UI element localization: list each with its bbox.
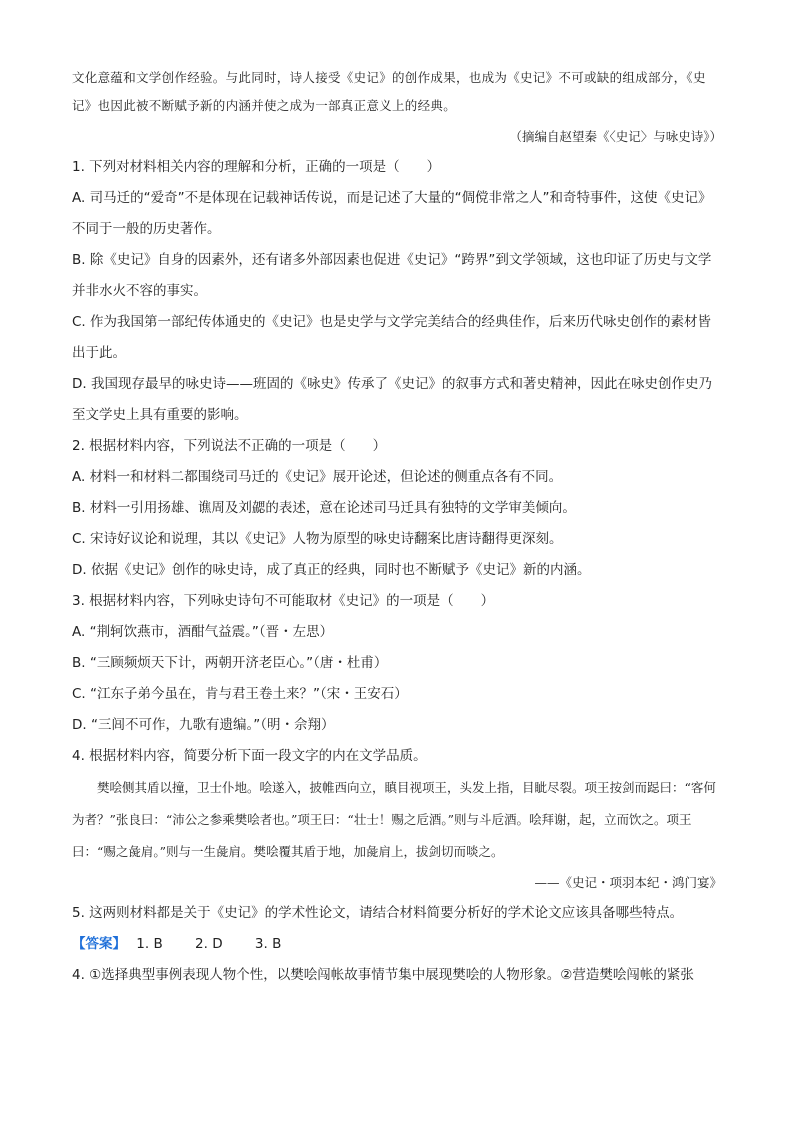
question-stem: 4. 根据材料内容，简要分析下面一段文字的内在文学品质。	[72, 748, 427, 764]
question-stem: 2. 根据材料内容，下列说法不正确的一项是（ ）	[72, 438, 387, 454]
option-b: B. 除《史记》自身的因素外，还有诸多外部因素也促进《史记》“跨界”到文学领域，这也印证了历史与文学并非水火不容的事实。	[72, 252, 712, 299]
option-d: D. 我国现存最早的咏史诗——班固的《咏史》传承了《史记》的叙事方式和著史精神，因此在咏史创作史乃至文学史上具有重要的影响。	[72, 376, 712, 423]
question-3	[72, 586, 722, 741]
answer-line	[72, 929, 722, 960]
option-d: D. “三闾不可作，九歌有遗编。”（明・佘翔）	[72, 717, 335, 733]
answer-item: 2. D	[195, 936, 223, 952]
question-stem: 1. 下列对材料相关内容的理解和分析，正确的一项是（ ）	[72, 159, 441, 175]
option-c: C. 作为我国第一部纪传体通史的《史记》也是史学与文学完美结合的经典佳作，后来历代咏史创作的素材皆出于此。	[72, 314, 712, 361]
option-b: B. “三顾频烦天下计，两朝开济老臣心。”（唐・杜甫）	[72, 655, 388, 671]
question-stem: 3. 根据材料内容，下列咏史诗句不可能取材《史记》的一项是（ ）	[72, 593, 495, 609]
option-c: C. 宋诗好议论和说理，其以《史记》人物为原型的咏史诗翻案比唐诗翻得更深刻。	[72, 531, 563, 547]
question-4	[72, 741, 722, 898]
passage-tail: 文化意蕴和文学创作经验。与此同时，诗人接受《史记》的创作成果，也成为《史记》不可或缺的组成部分，《史记》也因此被不断赋予新的内涵并使之成为一部真正意义上的经典。	[72, 70, 706, 113]
excerpt-source: ——《史记・项羽本纪・鸿门宴》	[534, 875, 722, 890]
excerpt-text: 樊哙侧其盾以撞，卫士仆地。哙遂入，披帷西向立，瞋目视项王，头发上指，目眦尽裂。项王按剑而跽曰：“客何为者？”张良曰：“沛公之参乘樊哙者也。”项王曰：“壮士！赐之卮酒。”则与斗卮酒。哙拜谢，起，立而饮之。项王曰：“赐之彘肩。”则与一生彘肩。樊哙覆其盾于地，加彘肩上，拔剑切而啖之。	[72, 780, 716, 859]
option-b: B. 材料一引用扬雄、谯周及刘勰的表述，意在论述司马迁具有独特的文学审美倾向。	[72, 500, 576, 516]
option-c: C. “江东子弟今虽在，肯与君王卷土来？”（宋・王安石）	[72, 686, 408, 702]
option-a: A. 司马迁的“爱奇”不是体现在记载神话传说，而是记述了大量的“倜傥非常之人”和奇特事件，这使《史记》不同于一般的历史著作。	[72, 190, 712, 237]
option-a: A. “荆轲饮燕市，酒酣气益震。”（晋・左思）	[72, 624, 334, 640]
question-1	[72, 152, 722, 431]
answer-tag: 【答案】	[72, 936, 126, 952]
question-2	[72, 431, 722, 586]
passage-source: （摘编自赵望秦《〈史记〉与咏史诗》）	[509, 129, 722, 144]
document-page	[72, 64, 722, 991]
answer-item: 3. B	[254, 936, 282, 952]
option-d: D. 依据《史记》创作的咏史诗，成了真正的经典，同时也不断赋予《史记》新的内涵。	[72, 562, 591, 578]
answer-item: 1. B	[136, 936, 163, 952]
answer-4: 4. ①选择典型事例表现人物个性，以樊哙闯帐故事情节集中展现樊哙的人物形象。②营造樊哙闯帐的紧张	[72, 967, 694, 983]
option-a: A. 材料一和材料二都围绕司马迁的《史记》展开论述，但论述的侧重点各有不同。	[72, 469, 563, 485]
question-5: 5. 这两则材料都是关于《史记》的学术性论文，请结合材料简要分析好的学术论文应该具备哪些特点。	[72, 905, 684, 921]
